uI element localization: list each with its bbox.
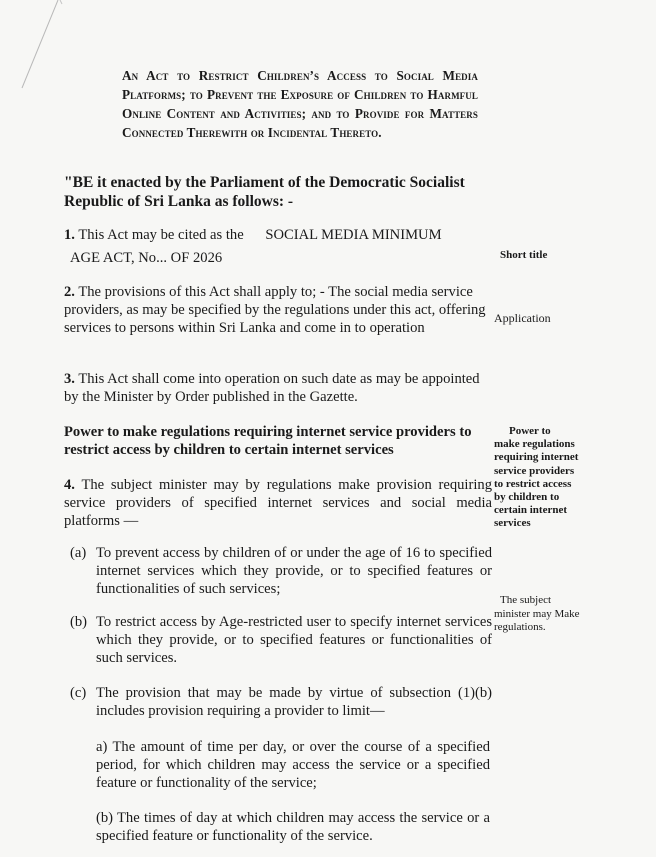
item-label: (c) — [70, 685, 87, 701]
section-1-number: 1. — [64, 227, 75, 243]
paper-fold-line — [0, 0, 80, 90]
margin-note-short-title: Short title — [500, 249, 548, 261]
section-4-text: The subject minister may by regulations make provision requiring service providers of specified internet services and social media platforms — — [64, 477, 492, 529]
item-text: To prevent access by children of or under the age of 16 to specified internet services which they provide, or to specified features or functionalities of such services; — [96, 545, 492, 597]
section-4 — [64, 476, 492, 530]
act-long-title: An Act to Restrict Children’s Access to Social Media Platforms; to Prevent the Exposure of Children to Harmful Online Content and Activities; and to Provide for Matters Connected Therewith or Incidental Thereto. — [122, 68, 478, 140]
margin-note-minister-first: The subject — [500, 594, 552, 606]
margin-note-minister — [494, 594, 594, 635]
section-3-text: This Act shall come into operation on such date as may be appointed by the Minister by Order published in the Gazette. — [64, 371, 480, 405]
section-4-subitem-a: a) The amount of time per day, or over the course of a specified period, for which children may access the service or a specified feature or functionality of the service; — [96, 739, 490, 791]
item-label: (b) — [70, 614, 88, 630]
margin-note-minister-rest: minister may Make regulations. — [494, 607, 580, 633]
section-1-text: This Act may be cited as the — [78, 227, 244, 243]
section-2-number: 2. — [64, 284, 75, 300]
margin-note-application: Application — [494, 311, 551, 325]
section-1-line-1 — [64, 226, 442, 244]
section-3 — [64, 370, 484, 406]
section-2-text: The provisions of this Act shall apply to; - The social media service providers, as may be specified by the regulations under this act, offering services to persons within Sri Lanka and come in to operation — [64, 284, 486, 336]
section-4-subitem-b: (b) The times of day at which children may access the service or a specified feature or functionality of the service. — [96, 810, 490, 844]
margin-note-power-rest: make regulations requiring internet service providers to restrict access by children to certain internet services — [494, 438, 579, 530]
section-1-citation: SOCIAL MEDIA MINIMUM — [265, 227, 442, 243]
item-label: (a) — [70, 545, 87, 561]
section-4-number: 4. — [64, 477, 75, 493]
section-4-item-a — [70, 544, 492, 598]
margin-note-power-first: Power to — [509, 425, 551, 437]
section-4-item-b — [70, 613, 492, 667]
item-text: To restrict access by Age-restricted user to specify internet services which they provide, or to specified features or functionalities of such services. — [96, 614, 492, 666]
section-3-number: 3. — [64, 371, 75, 387]
item-text: The provision that may be made by virtue of subsection (1)(b) includes provision requiring a provider to limit— — [96, 685, 492, 719]
margin-note-power — [494, 425, 584, 531]
section-2 — [64, 283, 489, 337]
power-heading: Power to make regulations requiring internet service providers to restrict access by children to certain internet services — [64, 424, 472, 458]
section-4-item-c — [70, 684, 492, 720]
section-1-line-2: AGE ACT, No... OF 2026 — [70, 250, 223, 266]
enacting-clause: "BE it enacted by the Parliament of the Democratic Socialist Republic of Sri Lanka as follows: - — [64, 174, 465, 210]
